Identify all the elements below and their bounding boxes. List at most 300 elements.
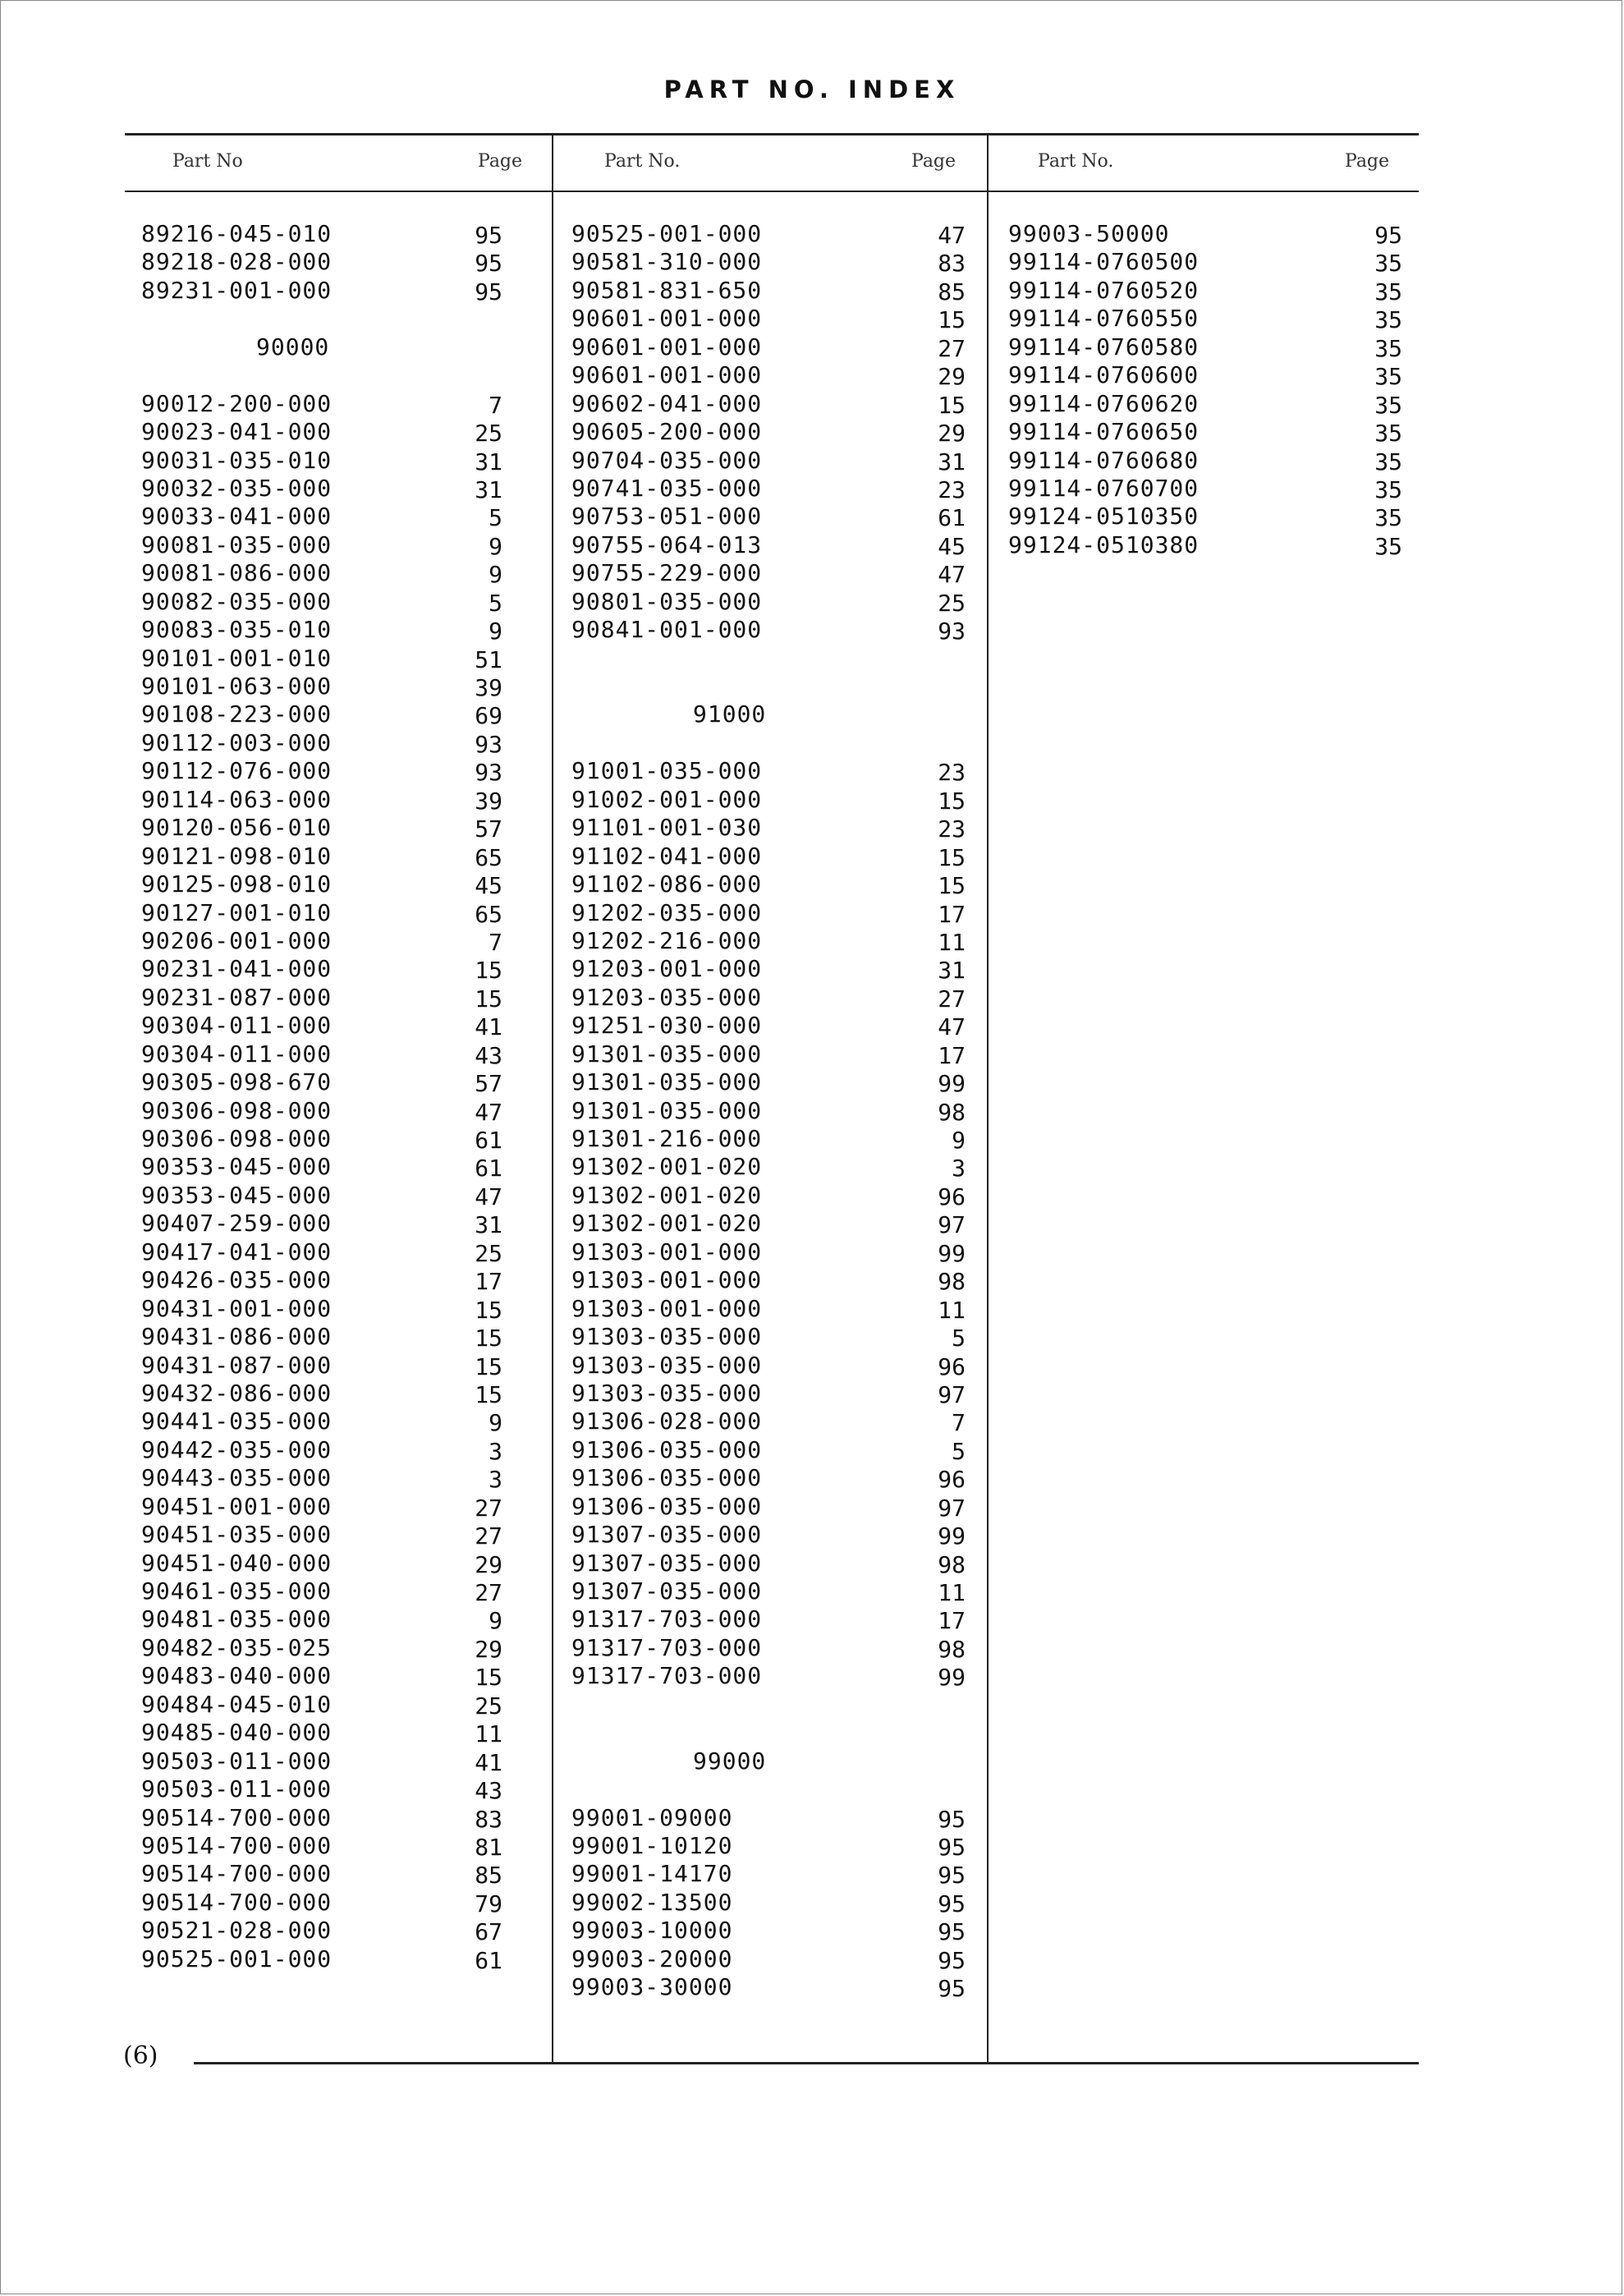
index-column-1 — [141, 220, 535, 1973]
index-row — [141, 588, 535, 616]
part-number: 99124-0510380 — [1008, 530, 1200, 558]
page-ref: 99 — [938, 1239, 966, 1267]
index-row — [141, 700, 535, 728]
index-row — [571, 1973, 974, 2001]
part-number: 90112-076-000 — [141, 757, 333, 785]
part-number: 91307-035-000 — [571, 1577, 763, 1605]
page-ref: 45 — [938, 532, 966, 560]
part-number: 91317-703-000 — [571, 1662, 763, 1690]
index-row — [141, 475, 535, 503]
index-row — [571, 616, 974, 644]
part-number: 91301-035-000 — [571, 1096, 763, 1124]
page-ref: 23 — [938, 475, 966, 503]
index-row — [571, 1068, 974, 1096]
part-number: 90755-229-000 — [571, 559, 763, 587]
index-row — [141, 1464, 535, 1492]
page-ref: 43 — [475, 1041, 502, 1069]
index-row — [141, 1747, 535, 1775]
index-row — [141, 418, 535, 446]
index-row — [571, 1634, 974, 1662]
page-ref: 9 — [489, 1607, 502, 1635]
part-number: 90083-035-010 — [141, 616, 333, 644]
index-row — [571, 786, 974, 814]
index-column-3 — [1008, 220, 1411, 559]
index-row — [571, 1860, 974, 1888]
page-ref: 57 — [475, 815, 502, 843]
part-number: 90601-001-000 — [571, 361, 763, 389]
page-ref: 98 — [938, 1635, 966, 1663]
index-row — [141, 1775, 535, 1803]
page-ref: 31 — [938, 448, 966, 475]
page-ref: 31 — [938, 957, 966, 985]
page-ref: 95 — [475, 250, 502, 278]
part-number: 91306-035-000 — [571, 1435, 763, 1463]
page-ref: 27 — [938, 334, 966, 362]
part-number: 99114-0760620 — [1008, 389, 1200, 417]
index-row — [571, 1182, 974, 1210]
blank-row — [141, 361, 535, 389]
index-row — [141, 220, 535, 248]
part-number: 90432-086-000 — [141, 1379, 333, 1407]
part-number: 91303-001-000 — [571, 1266, 763, 1294]
part-number: 90081-035-000 — [141, 530, 333, 558]
index-row — [571, 475, 974, 503]
page-ref: 11 — [938, 1579, 966, 1606]
part-number: 90461-035-000 — [141, 1577, 333, 1605]
part-number: 90231-087-000 — [141, 983, 333, 1011]
part-number: 90482-035-025 — [141, 1633, 333, 1661]
page-ref: 15 — [475, 1325, 502, 1352]
page-ref: 31 — [475, 475, 502, 503]
page-ref: 96 — [938, 1182, 966, 1210]
part-number: 90753-051-000 — [571, 503, 763, 530]
part-number: 91301-216-000 — [571, 1125, 763, 1152]
part-number: 99003-20000 — [571, 1945, 733, 1972]
part-number: 90451-035-000 — [141, 1521, 333, 1549]
index-row — [571, 588, 974, 616]
part-number: 91101-001-030 — [571, 814, 763, 842]
index-row — [141, 1068, 535, 1096]
index-row — [141, 616, 535, 644]
part-number: 91251-030-000 — [571, 1012, 763, 1040]
page-ref: 61 — [475, 1946, 502, 1974]
page-ref: 29 — [475, 1550, 502, 1578]
part-number: 90081-086-000 — [141, 559, 333, 587]
blank-row — [571, 1775, 974, 1803]
page-ref: 25 — [475, 420, 502, 448]
page-ref: 7 — [489, 928, 502, 956]
index-row — [141, 1860, 535, 1888]
part-number: 89216-045-010 — [141, 220, 333, 247]
page-ref: 15 — [475, 1296, 502, 1324]
page-ref: 5 — [952, 1325, 966, 1352]
page-ref: 7 — [952, 1409, 966, 1437]
group-label: 91000 — [693, 700, 767, 728]
part-number: 90841-001-000 — [571, 616, 763, 644]
index-row — [141, 673, 535, 700]
page-ref: 35 — [1374, 475, 1402, 503]
part-number: 91001-035-000 — [571, 757, 763, 785]
part-number: 99114-0760700 — [1008, 474, 1200, 502]
part-number: 90441-035-000 — [141, 1407, 333, 1435]
col2-page-header: Page — [911, 151, 957, 172]
part-number: 90521-028-000 — [141, 1917, 333, 1945]
index-row — [141, 814, 535, 842]
part-number: 90012-200-000 — [141, 389, 333, 417]
index-row — [141, 1295, 535, 1323]
part-number: 99001-09000 — [571, 1803, 733, 1831]
page-ref: 15 — [938, 391, 966, 419]
page-ref: 41 — [475, 1013, 502, 1041]
index-row — [141, 1550, 535, 1577]
index-row — [141, 1691, 535, 1719]
part-number: 99114-0760550 — [1008, 305, 1200, 333]
page-ref: 17 — [475, 1268, 502, 1296]
index-row — [571, 843, 974, 870]
index-row — [141, 1210, 535, 1238]
index-row — [571, 1804, 974, 1832]
index-row — [141, 786, 535, 814]
page-ref: 15 — [938, 843, 966, 871]
part-number: 90484-045-010 — [141, 1690, 333, 1718]
group-heading — [571, 700, 974, 728]
index-row — [571, 1917, 974, 1945]
page-ref: 35 — [1374, 278, 1402, 305]
page-ref: 99 — [938, 1070, 966, 1098]
page-ref: 9 — [489, 1409, 502, 1437]
page-ref: 99 — [938, 1522, 966, 1550]
part-number: 90601-001-000 — [571, 305, 763, 333]
index-row — [571, 1464, 974, 1492]
index-row — [571, 1493, 974, 1521]
part-number: 90231-041-000 — [141, 955, 333, 983]
part-number: 90581-831-650 — [571, 276, 763, 304]
index-row — [571, 1945, 974, 1973]
part-number: 91303-035-000 — [571, 1351, 763, 1379]
index-row — [1008, 333, 1411, 361]
column-divider-2 — [987, 135, 989, 2063]
index-row — [141, 1266, 535, 1294]
page-ref: 95 — [475, 278, 502, 305]
index-row — [141, 843, 535, 870]
page-ref: 95 — [938, 1862, 966, 1890]
page-ref: 9 — [952, 1127, 966, 1154]
page-ref: 95 — [938, 1890, 966, 1917]
page-ref: 9 — [489, 532, 502, 560]
page-ref: 79 — [475, 1890, 502, 1917]
part-number: 90442-035-000 — [141, 1435, 333, 1463]
part-number: 90503-011-000 — [141, 1775, 333, 1803]
index-row — [571, 1521, 974, 1549]
blank-row — [571, 1719, 974, 1747]
page-ref: 35 — [1374, 532, 1402, 560]
index-row — [141, 1521, 535, 1549]
index-row — [141, 1012, 535, 1040]
page-ref: 99 — [938, 1664, 966, 1692]
index-row — [141, 1380, 535, 1407]
page-ref: 35 — [1374, 334, 1402, 362]
page-ref: 97 — [938, 1380, 966, 1408]
index-row — [1008, 531, 1411, 559]
index-row — [571, 1266, 974, 1294]
page-ref: 95 — [938, 1918, 966, 1946]
col3-part-header: Part No. — [1038, 151, 1114, 172]
page-ref: 95 — [1374, 222, 1402, 249]
part-number: 90305-098-670 — [141, 1068, 333, 1096]
page-ref: 47 — [475, 1182, 502, 1210]
page-ref: 23 — [938, 815, 966, 843]
page-ref: 11 — [938, 1296, 966, 1324]
part-number: 99114-0760520 — [1008, 276, 1200, 304]
index-column-2 — [571, 220, 974, 2002]
page-ref: 65 — [475, 900, 502, 928]
page-ref: 97 — [938, 1494, 966, 1522]
index-row — [1008, 361, 1411, 389]
index-row — [141, 1040, 535, 1068]
column-divider-1 — [552, 135, 553, 2063]
page-ref: 47 — [938, 222, 966, 249]
index-row — [571, 870, 974, 898]
index-row — [571, 1323, 974, 1351]
blank-row — [571, 645, 974, 673]
part-number: 91102-041-000 — [571, 842, 763, 870]
index-row — [141, 1634, 535, 1662]
index-row — [141, 899, 535, 927]
index-row — [1008, 475, 1411, 503]
group-label: 99000 — [693, 1747, 767, 1775]
page-ref: 95 — [938, 1833, 966, 1861]
index-row — [141, 870, 535, 898]
page-ref: 25 — [475, 1239, 502, 1267]
index-row — [571, 559, 974, 587]
index-row — [571, 1210, 974, 1238]
part-number: 89218-028-000 — [141, 248, 333, 276]
part-number: 91303-001-000 — [571, 1238, 763, 1265]
part-number: 90206-001-000 — [141, 926, 333, 954]
page-ref: 61 — [938, 504, 966, 532]
index-row — [1008, 248, 1411, 276]
page-ref: 96 — [938, 1352, 966, 1380]
part-number: 90353-045-000 — [141, 1181, 333, 1209]
part-number: 90101-063-000 — [141, 673, 333, 700]
part-number: 90514-700-000 — [141, 1888, 333, 1916]
part-number: 90485-040-000 — [141, 1719, 333, 1747]
blank-row — [571, 673, 974, 700]
part-number: 91303-035-000 — [571, 1379, 763, 1407]
blank-row — [571, 1691, 974, 1719]
page-ref: 23 — [938, 759, 966, 787]
index-row — [571, 531, 974, 559]
part-number: 90602-041-000 — [571, 389, 763, 417]
part-number: 90755-064-013 — [571, 530, 763, 558]
page-ref: 85 — [475, 1862, 502, 1890]
index-row — [141, 447, 535, 475]
part-number: 90704-035-000 — [571, 446, 763, 474]
page-ref: 31 — [475, 448, 502, 475]
part-number: 99124-0510350 — [1008, 503, 1200, 530]
index-row — [141, 757, 535, 785]
index-row — [141, 1945, 535, 1973]
part-number: 90120-056-010 — [141, 814, 333, 842]
page-ref: 98 — [938, 1268, 966, 1296]
page-ref: 27 — [475, 1494, 502, 1522]
page-ref: 15 — [938, 306, 966, 334]
index-row — [571, 1436, 974, 1464]
blank-row — [141, 305, 535, 333]
part-number: 90033-041-000 — [141, 503, 333, 530]
header-top-rule — [125, 133, 1419, 135]
page-ref: 15 — [475, 1664, 502, 1692]
index-row — [571, 1407, 974, 1435]
index-row — [141, 390, 535, 418]
page-ref: 3 — [952, 1155, 966, 1182]
part-number: 90032-035-000 — [141, 474, 333, 502]
page-number: (6) — [123, 2041, 158, 2070]
part-number: 90443-035-000 — [141, 1464, 333, 1492]
part-number: 91002-001-000 — [571, 785, 763, 813]
page-ref: 85 — [938, 278, 966, 305]
page-ref: 61 — [475, 1127, 502, 1154]
page-ref: 93 — [938, 618, 966, 645]
index-row — [141, 1917, 535, 1945]
page-ref: 15 — [475, 985, 502, 1013]
index-row — [141, 1493, 535, 1521]
part-number: 91202-035-000 — [571, 898, 763, 926]
index-row — [571, 1125, 974, 1153]
index-row — [571, 361, 974, 389]
page-ref: 47 — [938, 1013, 966, 1041]
part-number: 90741-035-000 — [571, 474, 763, 502]
part-number: 90082-035-000 — [141, 587, 333, 615]
index-row — [141, 1832, 535, 1860]
page-ref: 15 — [475, 1380, 502, 1408]
part-number: 91307-035-000 — [571, 1549, 763, 1577]
page-ref: 95 — [938, 1946, 966, 1974]
page-ref: 17 — [938, 1041, 966, 1069]
page-ref: 9 — [489, 561, 502, 589]
index-row — [571, 1153, 974, 1181]
page-ref: 35 — [1374, 250, 1402, 278]
part-number: 90514-700-000 — [141, 1831, 333, 1859]
group-heading — [141, 333, 535, 361]
part-number: 90112-003-000 — [141, 728, 333, 756]
page-ref: 11 — [475, 1720, 502, 1748]
page-ref: 45 — [475, 872, 502, 900]
page-ref: 15 — [938, 872, 966, 900]
page-ref: 97 — [938, 1211, 966, 1239]
part-number: 99114-0760500 — [1008, 248, 1200, 276]
part-number: 90601-001-000 — [571, 333, 763, 360]
part-number: 91301-035-000 — [571, 1068, 763, 1096]
index-row — [141, 1605, 535, 1633]
index-row — [1008, 277, 1411, 305]
part-number: 91102-086-000 — [571, 870, 763, 898]
page-ref: 67 — [475, 1918, 502, 1946]
index-row — [571, 1352, 974, 1380]
index-row — [571, 248, 974, 276]
index-row — [141, 927, 535, 955]
index-row — [571, 1889, 974, 1917]
page-ref: 35 — [1374, 504, 1402, 532]
index-row — [571, 814, 974, 842]
part-number: 99003-10000 — [571, 1917, 733, 1945]
index-row — [571, 1380, 974, 1407]
page-ref: 35 — [1374, 363, 1402, 391]
index-row — [141, 1182, 535, 1210]
part-number: 91303-035-000 — [571, 1323, 763, 1351]
part-number: 90525-001-000 — [141, 1945, 333, 1972]
index-row — [571, 1012, 974, 1040]
part-number: 90451-001-000 — [141, 1492, 333, 1520]
index-row — [141, 729, 535, 757]
page-title: PART NO. INDEX — [663, 76, 961, 103]
index-row — [571, 955, 974, 983]
index-row — [1008, 447, 1411, 475]
part-number: 90483-040-000 — [141, 1662, 333, 1690]
part-number: 91301-035-000 — [571, 1040, 763, 1068]
index-row — [571, 1238, 974, 1266]
part-number: 90114-063-000 — [141, 785, 333, 813]
index-row — [1008, 418, 1411, 446]
part-number: 99002-13500 — [571, 1888, 733, 1916]
part-number: 99114-0760600 — [1008, 361, 1200, 389]
page-ref: 29 — [938, 363, 966, 391]
page-ref: 95 — [938, 1975, 966, 2003]
index-row — [1008, 390, 1411, 418]
page-ref: 57 — [475, 1070, 502, 1098]
part-number: 91317-703-000 — [571, 1633, 763, 1661]
part-number: 91306-035-000 — [571, 1492, 763, 1520]
part-number: 90481-035-000 — [141, 1605, 333, 1633]
part-number: 90417-041-000 — [141, 1238, 333, 1265]
index-row — [571, 1097, 974, 1125]
part-number: 91302-001-020 — [571, 1153, 763, 1181]
part-number: 90525-001-000 — [571, 220, 763, 247]
index-row — [571, 757, 974, 785]
index-row — [571, 277, 974, 305]
index-row — [571, 1295, 974, 1323]
page-ref: 17 — [938, 1607, 966, 1635]
index-row — [571, 447, 974, 475]
page-ref: 95 — [475, 222, 502, 249]
index-row — [571, 1605, 974, 1633]
page-ref: 51 — [475, 645, 502, 673]
page-ref: 93 — [475, 759, 502, 787]
col1-part-header: Part No — [172, 151, 243, 172]
page-ref: 83 — [475, 1805, 502, 1833]
part-number: 91307-035-000 — [571, 1521, 763, 1549]
part-number: 99114-0760680 — [1008, 446, 1200, 474]
page-ref: 15 — [475, 1352, 502, 1380]
part-number: 91203-001-000 — [571, 955, 763, 983]
index-row — [141, 1436, 535, 1464]
part-number: 90125-098-010 — [141, 870, 333, 898]
page-ref: 96 — [938, 1466, 966, 1494]
part-number: 90431-087-000 — [141, 1351, 333, 1379]
part-number: 90514-700-000 — [141, 1803, 333, 1831]
page-ref: 29 — [938, 420, 966, 448]
index-row — [1008, 305, 1411, 333]
part-number: 90605-200-000 — [571, 418, 763, 446]
part-number: 99003-50000 — [1008, 220, 1170, 247]
index-row — [571, 1550, 974, 1577]
index-row — [141, 277, 535, 305]
page-ref: 39 — [475, 674, 502, 701]
index-row — [571, 333, 974, 361]
index-row — [571, 503, 974, 530]
index-row — [571, 390, 974, 418]
page-ref: 3 — [489, 1466, 502, 1494]
